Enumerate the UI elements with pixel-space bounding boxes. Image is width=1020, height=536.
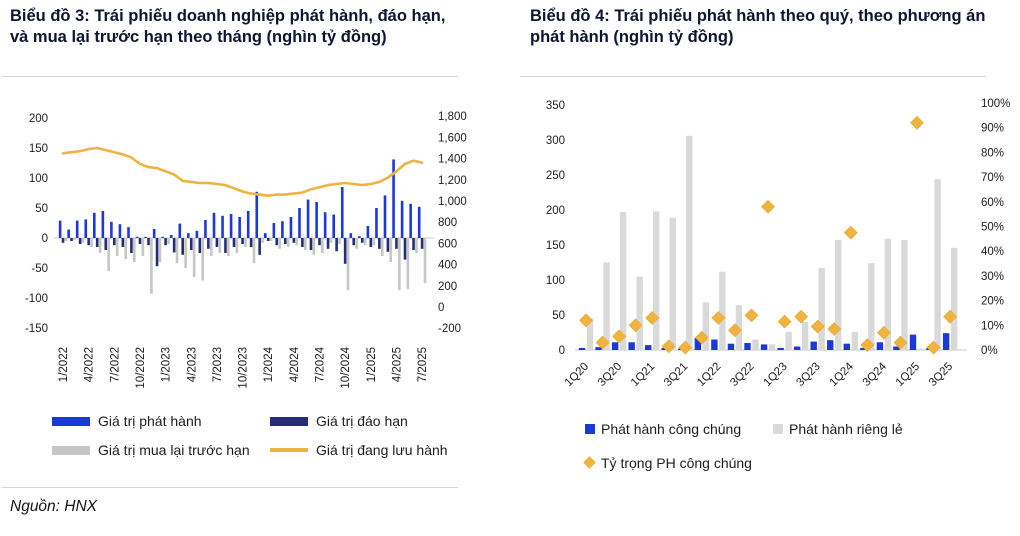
svg-text:0%: 0% bbox=[981, 345, 998, 357]
chart4-title: Biểu đồ 4: Trái phiếu phát hành theo quý, theo phương án phát hành (nghìn tỷ đồng) bbox=[530, 7, 986, 47]
legend-item-outstanding bbox=[270, 442, 452, 458]
svg-text:10/2023: 10/2023 bbox=[237, 347, 250, 389]
svg-text:100: 100 bbox=[545, 275, 565, 287]
svg-text:200: 200 bbox=[545, 205, 565, 217]
svg-text:4/2024: 4/2024 bbox=[288, 347, 301, 383]
svg-text:1/2022: 1/2022 bbox=[58, 347, 70, 383]
maturity-bar-swatch bbox=[270, 417, 308, 426]
svg-text:4/2023: 4/2023 bbox=[186, 347, 199, 383]
svg-text:600: 600 bbox=[438, 238, 458, 251]
buyback-bar-swatch bbox=[52, 446, 90, 455]
svg-text:1,000: 1,000 bbox=[438, 196, 467, 208]
svg-text:7/2025: 7/2025 bbox=[417, 347, 430, 383]
svg-text:10%: 10% bbox=[981, 320, 1005, 333]
legend-label: Giá trị mua lại trước hạn bbox=[98, 442, 250, 458]
svg-text:70%: 70% bbox=[981, 172, 1005, 185]
svg-text:20%: 20% bbox=[981, 295, 1005, 308]
svg-text:10/2022: 10/2022 bbox=[134, 347, 147, 389]
svg-text:1,800: 1,800 bbox=[438, 111, 467, 124]
svg-text:1Q23: 1Q23 bbox=[761, 360, 790, 390]
svg-text:50: 50 bbox=[35, 203, 48, 215]
svg-text:100%: 100% bbox=[981, 98, 1011, 110]
svg-text:60%: 60% bbox=[981, 196, 1005, 209]
svg-text:150: 150 bbox=[28, 143, 48, 155]
chart4-legend bbox=[585, 421, 985, 471]
svg-text:-50: -50 bbox=[31, 263, 48, 275]
svg-text:-100: -100 bbox=[24, 293, 48, 305]
svg-text:400: 400 bbox=[438, 259, 458, 272]
svg-text:30%: 30% bbox=[981, 270, 1005, 283]
svg-text:40%: 40% bbox=[981, 246, 1005, 259]
svg-text:1Q22: 1Q22 bbox=[695, 360, 724, 390]
svg-text:1Q20: 1Q20 bbox=[562, 360, 592, 390]
outstanding-line-swatch bbox=[270, 448, 308, 452]
svg-text:50%: 50% bbox=[981, 221, 1005, 234]
legend-label: Phát hành riêng lẻ bbox=[789, 421, 903, 437]
svg-text:250: 250 bbox=[545, 170, 565, 182]
svg-text:3Q22: 3Q22 bbox=[728, 360, 757, 390]
svg-text:50: 50 bbox=[552, 310, 565, 322]
divider-under-right-title bbox=[520, 76, 986, 77]
svg-text:10/2024: 10/2024 bbox=[340, 347, 353, 389]
svg-text:1,600: 1,600 bbox=[438, 132, 467, 145]
svg-text:3Q25: 3Q25 bbox=[926, 360, 956, 390]
svg-text:0: 0 bbox=[41, 233, 48, 245]
divider-above-source bbox=[2, 487, 458, 488]
svg-text:150: 150 bbox=[545, 240, 565, 252]
legend-item-private-issuance bbox=[773, 421, 903, 437]
svg-text:1Q21: 1Q21 bbox=[628, 360, 658, 390]
svg-text:7/2022: 7/2022 bbox=[109, 347, 122, 383]
svg-text:4/2022: 4/2022 bbox=[83, 347, 96, 383]
svg-text:1Q25: 1Q25 bbox=[893, 360, 923, 390]
svg-text:-200: -200 bbox=[438, 323, 462, 336]
public-share-diamond-swatch bbox=[583, 456, 596, 469]
public-issuance-swatch bbox=[585, 424, 595, 434]
svg-text:200: 200 bbox=[28, 113, 48, 125]
private-issuance-swatch bbox=[773, 424, 783, 434]
legend-label: Giá trị đang lưu hành bbox=[316, 442, 448, 458]
svg-text:300: 300 bbox=[545, 135, 565, 147]
svg-text:800: 800 bbox=[438, 217, 458, 230]
legend-item-maturity bbox=[270, 413, 452, 429]
svg-text:90%: 90% bbox=[981, 122, 1005, 135]
svg-text:350: 350 bbox=[545, 100, 565, 112]
svg-text:7/2024: 7/2024 bbox=[314, 347, 327, 383]
chart3-monthly-bond-chart bbox=[0, 95, 472, 407]
divider-under-left-title bbox=[2, 76, 458, 77]
svg-text:3Q20: 3Q20 bbox=[595, 360, 625, 390]
svg-text:3Q24: 3Q24 bbox=[860, 360, 890, 390]
legend-label: Giá trị đáo hạn bbox=[316, 413, 408, 429]
issuance-bar-swatch bbox=[52, 417, 90, 426]
svg-text:7/2023: 7/2023 bbox=[211, 347, 224, 383]
svg-text:4/2025: 4/2025 bbox=[391, 347, 404, 383]
chart3-title: Biểu đồ 3: Trái phiếu doanh nghiệp phát hành, đáo hạn, và mua lại trước hạn theo tháng (nghìn tỷ đồng) bbox=[10, 7, 446, 47]
svg-text:200: 200 bbox=[438, 280, 458, 293]
svg-text:1/2025: 1/2025 bbox=[365, 347, 378, 383]
svg-text:1/2023: 1/2023 bbox=[160, 347, 173, 383]
legend-item-issuance bbox=[52, 413, 270, 429]
svg-text:-150: -150 bbox=[24, 323, 48, 335]
svg-text:1Q24: 1Q24 bbox=[827, 360, 856, 390]
legend-label: Tỷ trọng PH công chúng bbox=[601, 454, 752, 471]
legend-item-public-issuance bbox=[585, 421, 741, 437]
svg-text:1,400: 1,400 bbox=[438, 153, 467, 166]
chart3-legend bbox=[52, 413, 452, 458]
svg-text:1/2024: 1/2024 bbox=[263, 347, 276, 383]
legend-label: Phát hành công chúng bbox=[601, 421, 742, 437]
legend-item-public-share bbox=[585, 455, 752, 471]
svg-text:80%: 80% bbox=[981, 147, 1005, 160]
legend-item-buyback bbox=[52, 442, 270, 458]
legend-label: Giá trị phát hành bbox=[98, 413, 202, 429]
source-note: Nguồn: HNX bbox=[10, 498, 98, 515]
svg-text:0: 0 bbox=[558, 345, 565, 357]
svg-text:1,200: 1,200 bbox=[438, 174, 467, 187]
svg-text:100: 100 bbox=[28, 173, 48, 185]
svg-text:3Q21: 3Q21 bbox=[662, 360, 691, 390]
svg-text:0: 0 bbox=[438, 302, 445, 314]
svg-text:3Q23: 3Q23 bbox=[794, 360, 823, 390]
chart4-quarterly-bond-chart bbox=[520, 95, 1020, 407]
